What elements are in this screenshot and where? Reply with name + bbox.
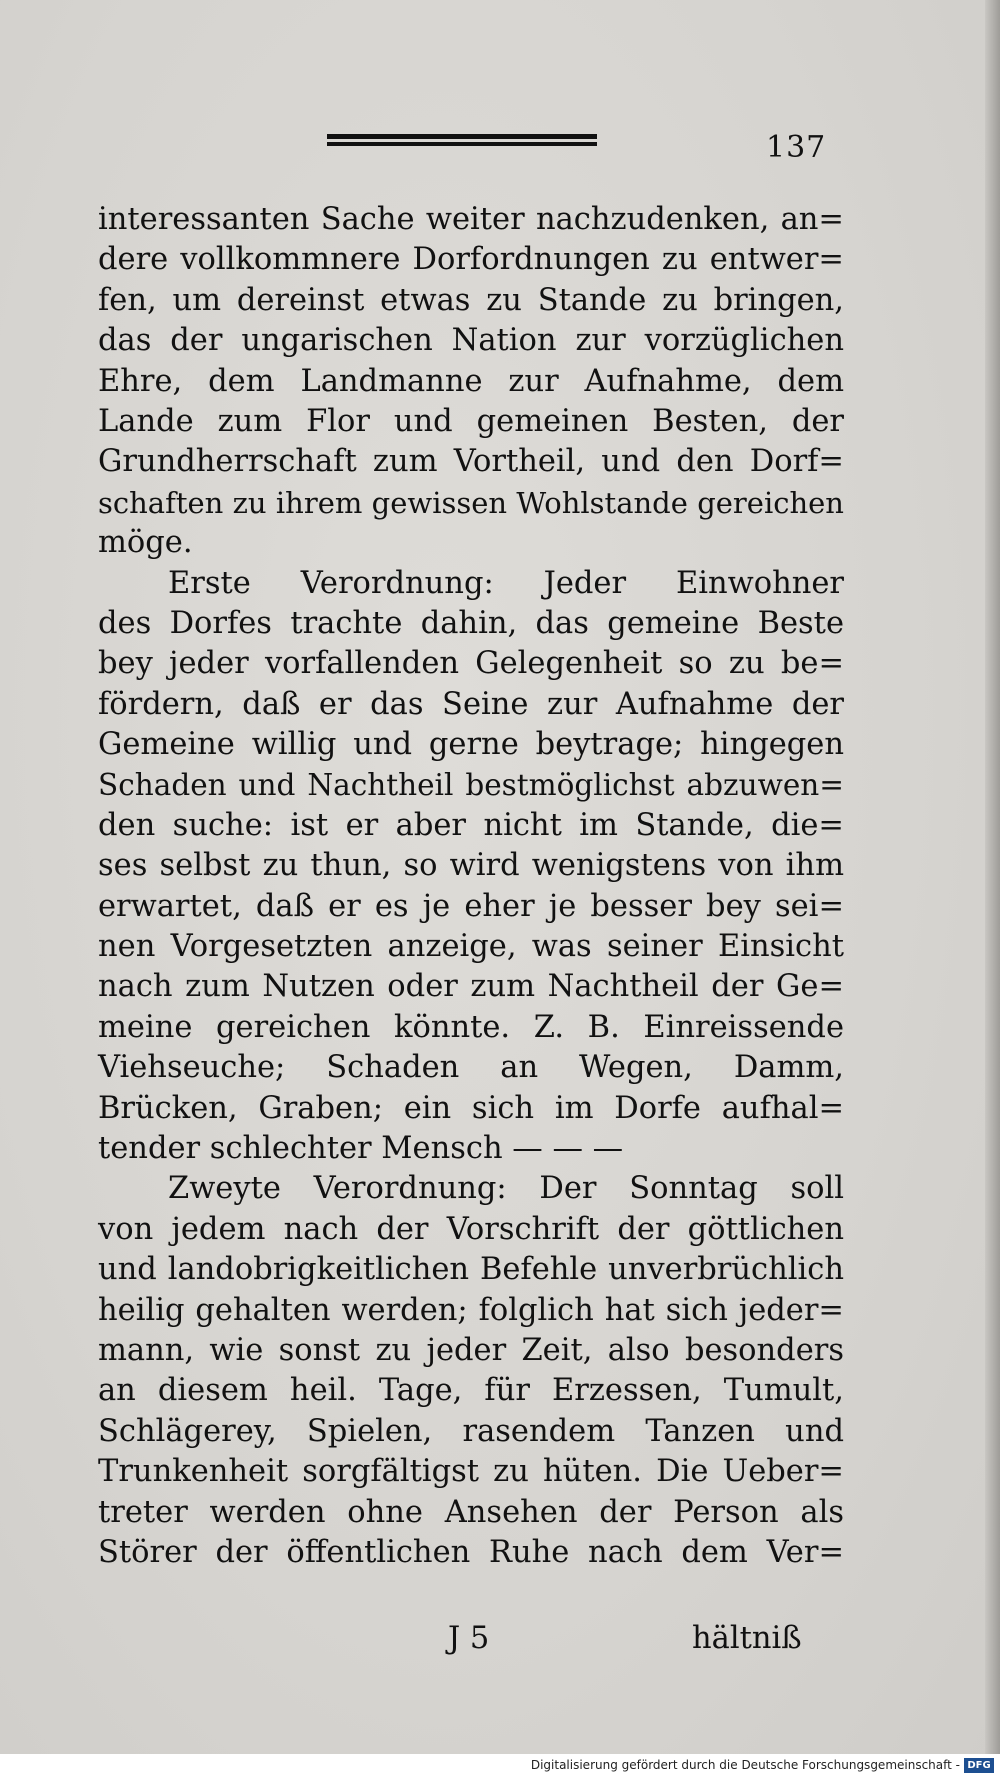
text-line: fördern, daß er das Seine zur Aufnahme der	[98, 686, 844, 722]
text-line: Schlägerey, Spielen, rasendem Tanzen und	[98, 1413, 844, 1449]
page-edge-shadow	[985, 0, 1000, 1778]
text-line: den suche: ist er aber nicht im Stande, die=	[98, 807, 844, 843]
text-line: von jedem nach der Vorschrift der göttlichen	[98, 1211, 844, 1247]
text-line: Ehre, dem Landmanne zur Aufnahme, dem	[98, 363, 844, 399]
text-line: bey jeder vorfallenden Gelegenheit so zu be=	[98, 646, 844, 682]
catchword: hältniß	[692, 1621, 802, 1656]
text-line: Schaden und Nachtheil bestmöglichst abzuwen=	[98, 768, 844, 803]
section-heading-line: Zweyte Verordnung: Der Sonntag soll	[168, 1171, 844, 1207]
header-rule	[327, 134, 597, 150]
text-line: heilig gehalten werden; folglich hat sich jeder=	[98, 1292, 844, 1328]
text-line: interessanten Sache weiter nachzudenken, an=	[98, 202, 844, 237]
text-line: Grundherrschaft zum Vortheil, und den Dorf=	[98, 444, 844, 480]
text-line: Lande zum Flor und gemeinen Besten, der	[98, 403, 844, 439]
text-line: und landobrigkeitlichen Befehle unverbrüchlich	[98, 1252, 844, 1288]
text-line: möge.	[98, 525, 193, 561]
funding-credit: Digitalisierung gefördert durch die Deutsche Forschungsgemeinschaft -	[530, 1758, 960, 1772]
text-line: schaften zu ihrem gewissen Wohlstande gereichen	[98, 485, 844, 520]
header-rule-thick	[327, 134, 597, 139]
text-line: Gemeine willig und gerne beytrage; hingegen	[98, 727, 844, 763]
text-line: an diesem heil. Tage, für Erzessen, Tumult,	[98, 1373, 844, 1409]
text-line: ses selbst zu thun, so wird wenigstens von ihm	[98, 848, 844, 884]
header-rule-thin	[327, 142, 597, 146]
section-heading-line: Erste Verordnung: Jeder Einwohner	[168, 565, 844, 601]
body-text	[98, 200, 844, 1573]
dfg-logo: DFG	[964, 1758, 994, 1773]
text-line: nach zum Nutzen oder zum Nachtheil der Ge=	[98, 969, 844, 1005]
text-line: des Dorfes trachte dahin, das gemeine Beste	[98, 605, 844, 641]
text-line: treter werden ohne Ansehen der Person als	[98, 1494, 844, 1530]
text-line: das der ungarischen Nation zur vorzüglichen	[98, 323, 844, 359]
digitization-footer	[0, 1754, 1000, 1778]
text-line: meine gereichen könnte. Z. B. Einreissende	[98, 1009, 844, 1045]
text-line: nen Vorgesetzten anzeige, was seiner Einsicht	[98, 929, 844, 965]
text-line: Trunkenheit sorgfältigst zu hüten. Die Ueber=	[98, 1454, 844, 1490]
text-line: Brücken, Graben; ein sich im Dorfe aufhal=	[98, 1090, 844, 1126]
text-line: erwartet, daß er es je eher je besser bey sei=	[98, 888, 844, 924]
text-line: dere vollkommnere Dorfordnungen zu entwer=	[98, 242, 844, 278]
signature-mark: J 5	[448, 1621, 490, 1656]
text-line: Viehseuche; Schaden an Wegen, Damm,	[98, 1050, 844, 1086]
text-line: fen, um dereinst etwas zu Stande zu bringen,	[98, 282, 844, 318]
page-number: 137	[766, 130, 827, 165]
text-line: mann, wie sonst zu jeder Zeit, also besonders	[98, 1332, 844, 1368]
text-line: tender schlechter Mensch — — —	[98, 1130, 624, 1166]
text-line: Störer der öffentlichen Ruhe nach dem Ver=	[98, 1534, 844, 1570]
